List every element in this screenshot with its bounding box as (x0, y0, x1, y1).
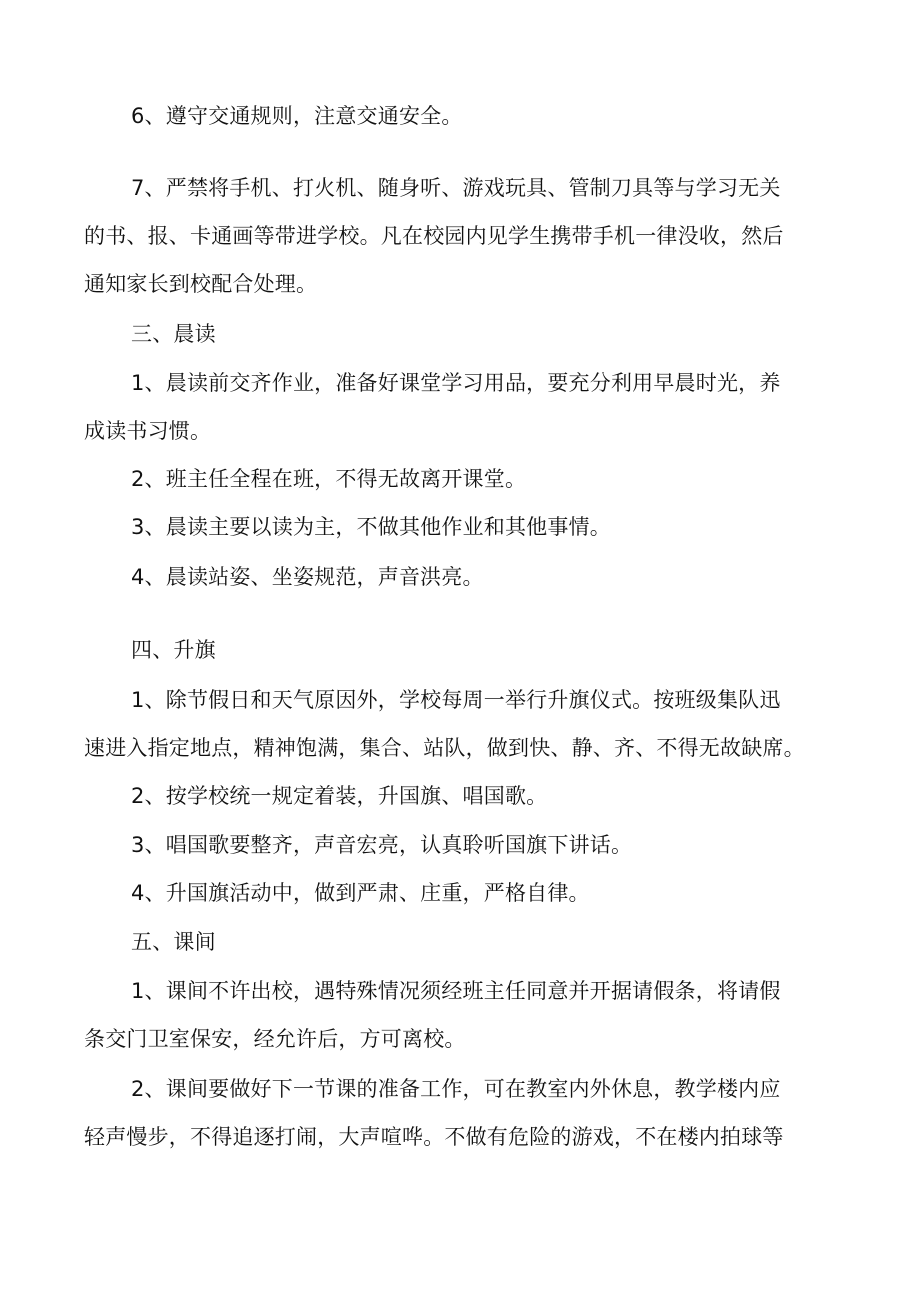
section-heading-morning-reading: 三、晨读 (131, 322, 216, 346)
morning-rule-1-line-2: 成读书习惯。 (84, 419, 212, 443)
rule-7-line-3: 通知家长到校配合处理。 (84, 272, 318, 296)
flag-rule-3: 3、唱国歌要整齐，声音宏亮，认真聆听国旗下讲话。 (131, 833, 633, 857)
flag-rule-4: 4、升国旗活动中，做到严肃、庄重，严格自律。 (131, 881, 590, 905)
flag-rule-1-line-2: 速进入指定地点，精神饱满，集合、站队，做到快、静、齐、不得无故缺席。 (84, 736, 805, 760)
recess-rule-1-line-2: 条交门卫室保安，经允许后，方可离校。 (84, 1027, 466, 1051)
rule-7-line-1: 7、严禁将手机、打火机、随身听、游戏玩具、管制刀具等与学习无关 (131, 176, 781, 200)
section-heading-recess: 五、课间 (131, 930, 216, 954)
flag-rule-1-line-1: 1、除节假日和天气原因外，学校每周一举行升旗仪式。按班级集队迅 (131, 688, 781, 712)
flag-rule-2: 2、按学校统一规定着装，升国旗、唱国歌。 (131, 784, 548, 808)
section-heading-flag-raising: 四、升旗 (131, 638, 216, 662)
morning-rule-2: 2、班主任全程在班，不得无故离开课堂。 (131, 467, 527, 491)
rule-7-line-2: 的书、报、卡通画等带进学校。凡在校园内见学生携带手机一律没收，然后 (84, 224, 784, 248)
recess-rule-2-line-1: 2、课间要做好下一节课的准备工作，可在教室内外休息，教学楼内应 (131, 1077, 781, 1101)
recess-rule-1-line-1: 1、课间不许出校，遇特殊情况须经班主任同意并开据请假条，将请假 (131, 979, 781, 1003)
rule-6-text: 6、遵守交通规则，注意交通安全。 (131, 104, 463, 128)
morning-rule-4: 4、晨读站姿、坐姿规范，声音洪亮。 (131, 565, 484, 589)
morning-rule-1-line-1: 1、晨读前交齐作业，准备好课堂学习用品，要充分利用早晨时光，养 (131, 371, 781, 395)
morning-rule-3: 3、晨读主要以读为主，不做其他作业和其他事情。 (131, 515, 611, 539)
recess-rule-2-line-2: 轻声慢步，不得追逐打闹，大声喧哗。不做有危险的游戏，不在楼内拍球等 (84, 1125, 784, 1149)
